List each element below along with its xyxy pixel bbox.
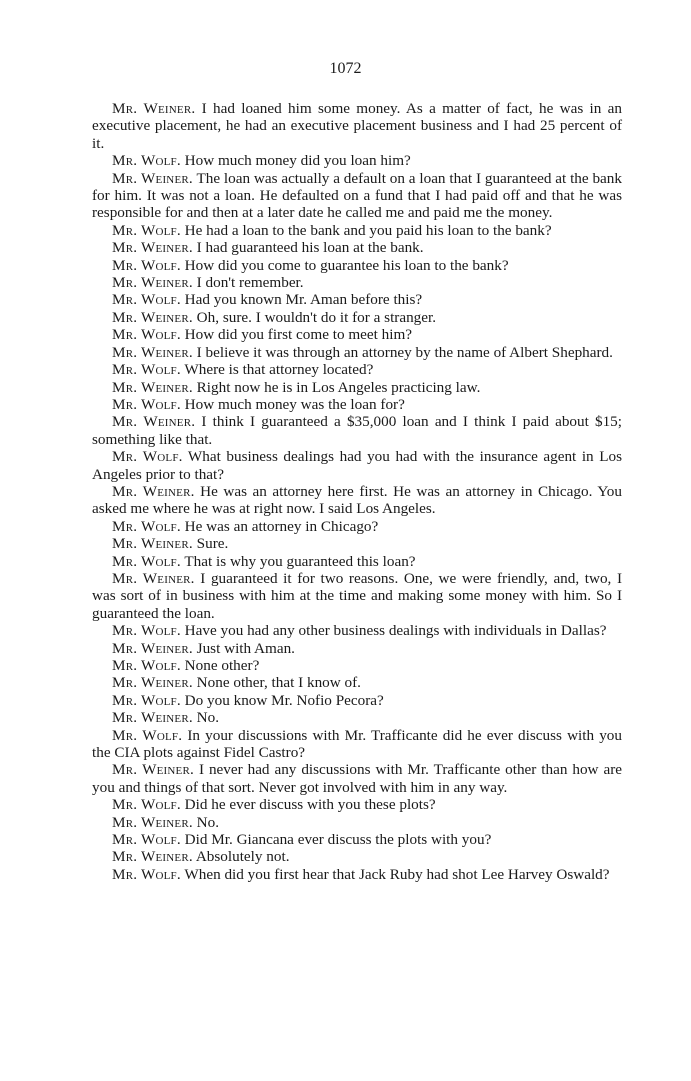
speaker-label: Mr. Wolf.	[112, 256, 181, 274]
speaker-label: Mr. Wolf.	[112, 221, 181, 239]
transcript-paragraph	[92, 448, 622, 483]
transcript-paragraph	[92, 344, 622, 361]
transcript-paragraph	[92, 831, 622, 848]
paragraph-text: Did he ever discuss with you these plots?	[180, 796, 436, 814]
transcript-paragraph	[92, 274, 622, 291]
paragraph-text: No.	[192, 813, 220, 831]
transcript-paragraph	[92, 796, 622, 813]
paragraph-text: None other, that I know of.	[192, 674, 361, 692]
transcript-paragraph	[92, 170, 622, 222]
transcript-paragraph	[92, 361, 622, 378]
speaker-label: Mr. Weiner.	[112, 761, 195, 779]
paragraph-text: Just with Aman.	[192, 639, 295, 657]
speaker-label: Mr. Weiner.	[112, 848, 193, 866]
paragraph-text: How did you come to guarantee his loan to the bank?	[180, 256, 509, 274]
speaker-label: Mr. Wolf.	[112, 517, 181, 535]
transcript-paragraph	[92, 396, 622, 413]
speaker-label: Mr. Weiner.	[112, 100, 196, 117]
transcript-paragraph	[92, 309, 622, 326]
paragraph-text: When did you first hear that Jack Ruby had shot Lee Harvey Oswald?	[180, 865, 610, 883]
speaker-label: Mr. Wolf.	[112, 361, 181, 379]
transcript-paragraph	[92, 257, 622, 274]
paragraph-text: What business dealings had you had with the insurance agent in Los Angeles prior to that?	[92, 448, 622, 483]
transcript-paragraph	[92, 553, 622, 570]
transcript-paragraph	[92, 657, 622, 674]
paragraph-text: Absolutely not.	[192, 848, 290, 866]
transcript-paragraph	[92, 291, 622, 308]
speaker-label: Mr. Weiner.	[112, 482, 195, 500]
paragraph-text: I had guaranteed his loan at the bank.	[192, 239, 424, 257]
speaker-label: Mr. Weiner.	[112, 239, 193, 257]
paragraph-text: Oh, sure. I wouldn't do it for a stranger.	[192, 308, 437, 326]
speaker-label: Mr. Wolf.	[112, 691, 181, 709]
transcript-paragraph	[92, 674, 622, 691]
transcript-paragraph	[92, 814, 622, 831]
paragraph-text: How did you first come to meet him?	[180, 326, 413, 344]
transcript-paragraph	[92, 622, 622, 639]
paragraph-text: None other?	[180, 657, 260, 674]
paragraph-text: Had you known Mr. Aman before this?	[180, 291, 423, 309]
speaker-label: Mr. Wolf.	[112, 657, 181, 674]
transcript	[92, 100, 622, 883]
speaker-label: Mr. Weiner.	[112, 813, 193, 831]
paragraph-text: I don't remember.	[192, 274, 304, 292]
transcript-paragraph	[92, 413, 622, 448]
paragraph-text: I had loaned him some money. As a matter of fact, he was in an executive placement, he had an executive placement business and I had 25 percent of it.	[92, 100, 622, 152]
paragraph-text: No.	[192, 709, 220, 727]
page-number: 1072	[329, 60, 362, 77]
transcript-paragraph	[92, 570, 622, 622]
paragraph-text: He had a loan to the bank and you paid his loan to the bank?	[180, 221, 552, 239]
speaker-label: Mr. Wolf.	[112, 622, 181, 640]
speaker-label: Mr. Weiner.	[112, 169, 193, 187]
paragraph-text: The loan was actually a default on a loan that I guaranteed at the bank for him. It was not a loan. He defaulted on a fund that I had paid off and that he was responsible for and then at a later date he called me and paid me the money.	[92, 169, 622, 222]
speaker-label: Mr. Wolf.	[112, 726, 183, 744]
speaker-label: Mr. Weiner.	[112, 308, 193, 326]
transcript-paragraph	[92, 640, 622, 657]
speaker-label: Mr. Wolf.	[112, 152, 181, 170]
speaker-label: Mr. Wolf.	[112, 395, 181, 413]
transcript-paragraph	[92, 866, 622, 883]
paragraph-text: He was an attorney here first. He was an attorney in Chicago. You asked me where he was at right now. I said Los Angeles.	[92, 482, 622, 518]
paragraph-text: Sure.	[192, 535, 229, 553]
paragraph-text: How much money did you loan him?	[180, 152, 411, 170]
speaker-label: Mr. Weiner.	[112, 343, 193, 361]
transcript-paragraph	[92, 535, 622, 552]
speaker-label: Mr. Wolf.	[112, 831, 181, 849]
paragraph-text: Have you had any other business dealings with individuals in Dallas?	[180, 622, 607, 640]
speaker-label: Mr. Wolf.	[112, 552, 181, 570]
speaker-label: Mr. Weiner.	[112, 413, 196, 431]
paragraph-text: Did Mr. Giancana ever discuss the plots with you?	[180, 831, 492, 849]
paragraph-text: Right now he is in Los Angeles practicing law.	[192, 378, 481, 396]
paragraph-text: I believe it was through an attorney by the name of Albert Shephard.	[192, 343, 613, 361]
transcript-paragraph	[92, 222, 622, 239]
transcript-paragraph	[92, 100, 622, 152]
transcript-paragraph	[92, 152, 622, 169]
transcript-paragraph	[92, 379, 622, 396]
speaker-label: Mr. Weiner.	[112, 709, 193, 727]
transcript-paragraph	[92, 239, 622, 256]
speaker-label: Mr. Weiner.	[112, 274, 193, 292]
transcript-paragraph	[92, 326, 622, 343]
transcript-paragraph	[92, 483, 622, 518]
paragraph-text: I never had any discussions with Mr. Trafficante other than how are you and things of that sort. Never got involved with him in any way.	[92, 761, 622, 796]
speaker-label: Mr. Wolf.	[112, 865, 181, 883]
transcript-paragraph	[92, 848, 622, 865]
speaker-label: Mr. Weiner.	[112, 535, 193, 553]
paragraph-text: Where is that attorney located?	[180, 361, 374, 379]
paragraph-text: He was an attorney in Chicago?	[180, 517, 379, 535]
speaker-label: Mr. Wolf.	[112, 291, 181, 309]
paragraph-text: I guaranteed it for two reasons. One, we were friendly, and, two, I was sort of in business with him at the time and making some money with him. So I guaranteed the loan.	[92, 569, 623, 622]
paragraph-text: In your discussions with Mr. Trafficante did he ever discuss with you the CIA plots against Fidel Castro?	[92, 726, 622, 762]
transcript-paragraph	[92, 518, 622, 535]
speaker-label: Mr. Weiner.	[112, 674, 193, 692]
transcript-paragraph	[92, 727, 622, 762]
speaker-label: Mr. Weiner.	[112, 569, 195, 587]
speaker-label: Mr. Weiner.	[112, 378, 193, 396]
paragraph-text: I think I guaranteed a $35,000 loan and I think I paid about $15; something like that.	[92, 413, 622, 448]
paragraph-text: That is why you guaranteed this loan?	[180, 552, 416, 570]
speaker-label: Mr. Wolf.	[112, 448, 183, 466]
speaker-label: Mr. Wolf.	[112, 796, 181, 814]
paragraph-text: How much money was the loan for?	[180, 395, 405, 413]
transcript-paragraph	[92, 761, 622, 796]
speaker-label: Mr. Weiner.	[112, 639, 193, 657]
transcript-paragraph	[92, 709, 622, 726]
paragraph-text: Do you know Mr. Nofio Pecora?	[180, 691, 384, 709]
speaker-label: Mr. Wolf.	[112, 326, 181, 344]
transcript-paragraph	[92, 692, 622, 709]
